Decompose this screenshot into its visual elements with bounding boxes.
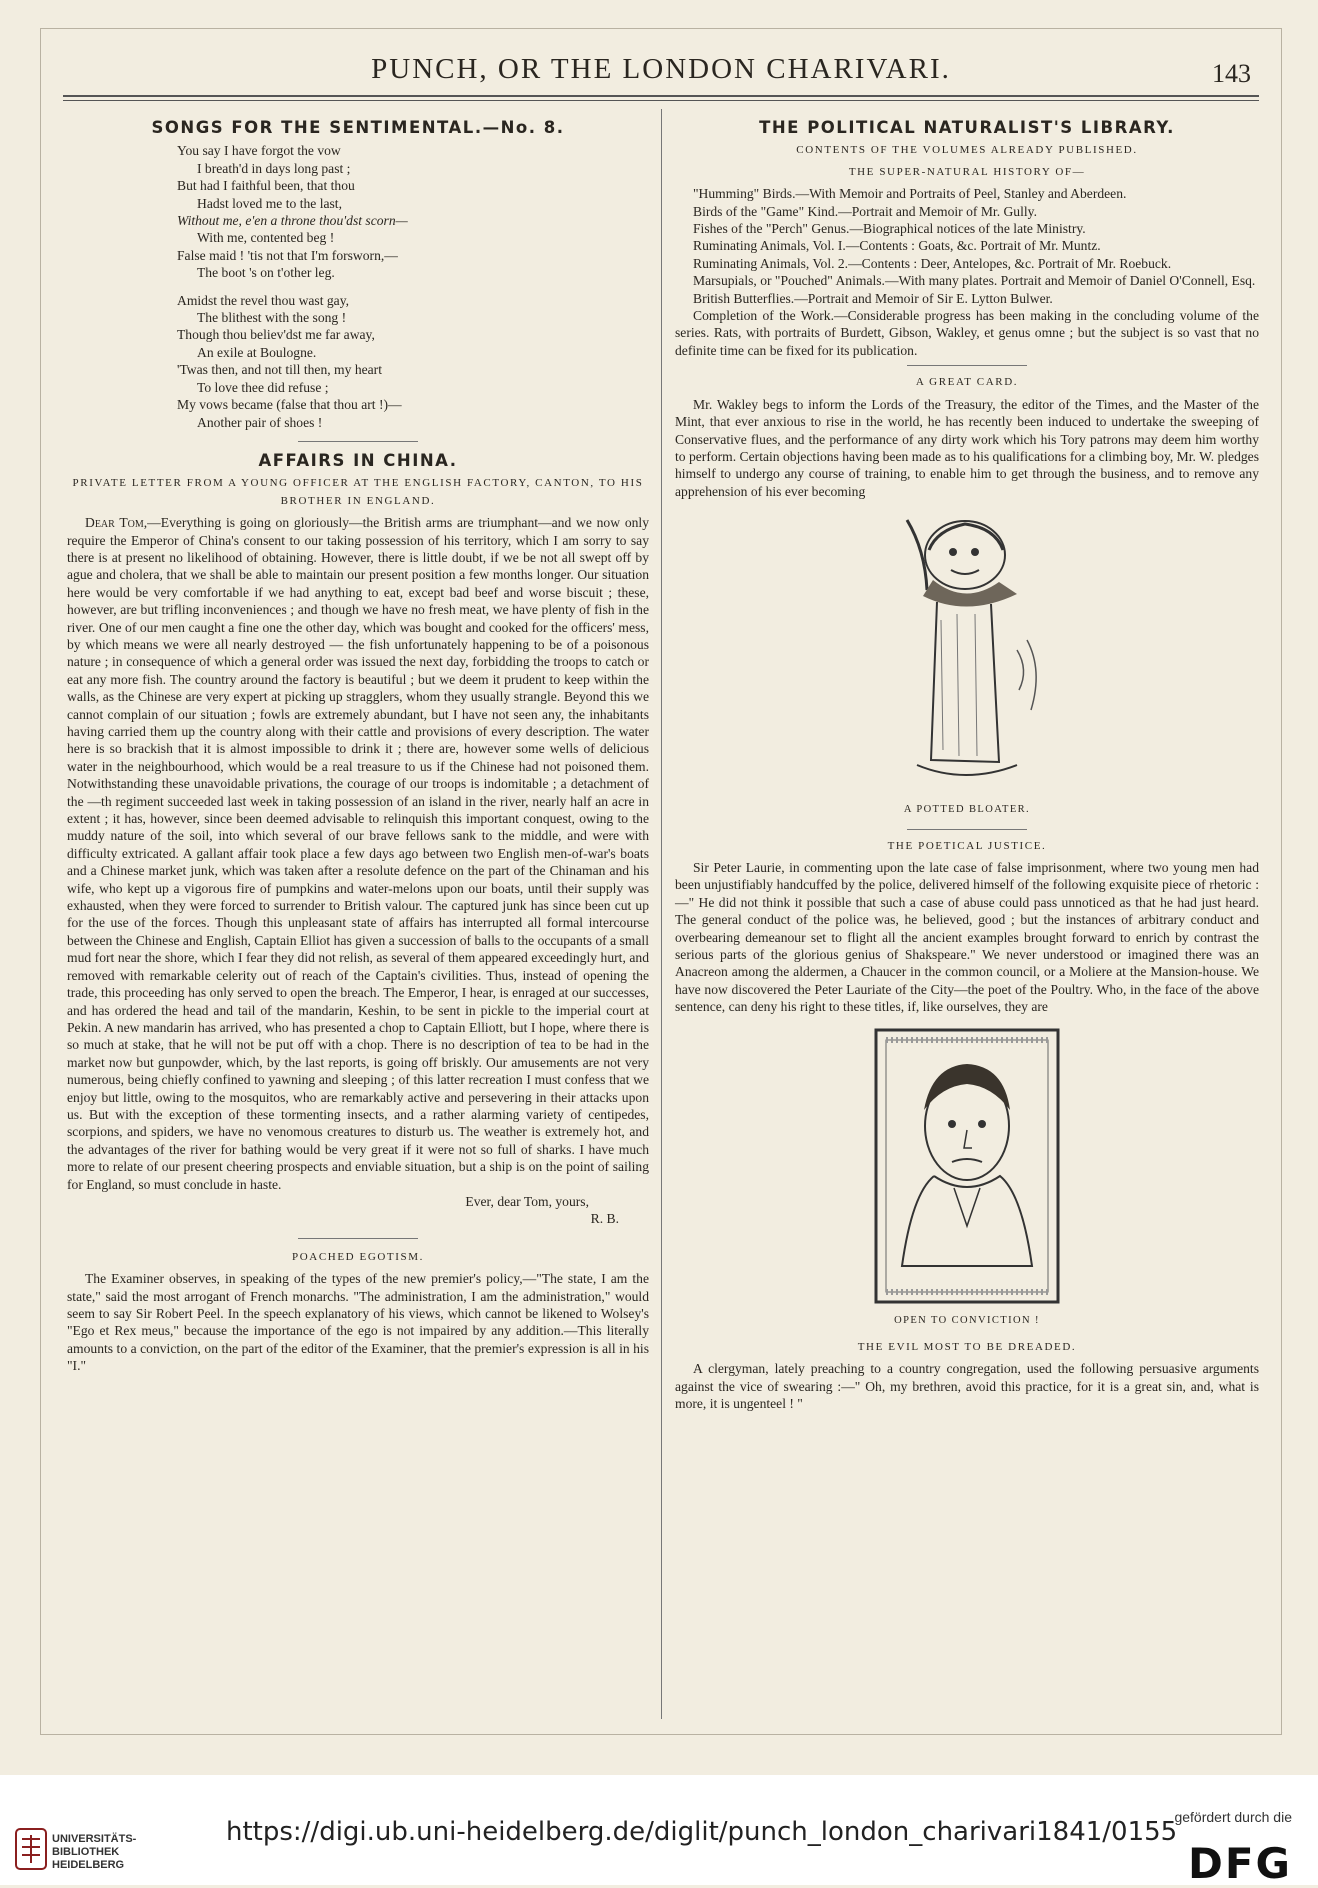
poem-line: The blithest with the song ! xyxy=(197,310,347,326)
china-signature: R. B. xyxy=(590,1211,619,1227)
funded-by-label: gefördert durch die xyxy=(1174,1809,1292,1825)
card-body: Mr. Wakley begs to inform the Lords of the Treasury, the editor of the Times, and the Master of the Mint, that ever anxious to rise in the world, he has recently been induced to undertake the sweeping of Conservative flues, and the performance of any dirty work which his Tory patrons may deem him worthy to perform. Certain objections having been made as to his qualifications for a climbing boy, Mr. W. pledges himself to undergo any course of training, to enable him to get through the business, and to remove any apprehension of his ever becoming xyxy=(675,396,1259,499)
right-column xyxy=(675,111,1259,1413)
left-column xyxy=(67,111,649,1375)
card-title: A GREAT CARD. xyxy=(915,376,1019,389)
naturalist-entry: Marsupials, or "Pouched" Animals.—With many plates. Portrait and Memoir of Daniel O'Connell, Esq. xyxy=(693,273,1256,289)
footer-bar xyxy=(0,1775,1318,1888)
naturalist-subtitle-2: THE SUPER-NATURAL HISTORY OF— xyxy=(848,165,1086,178)
header-rule xyxy=(63,95,1259,97)
header-rule-thin xyxy=(63,100,1259,101)
china-body: —Everything is going on gloriously—the British arms are triumphant—and we now only require the Emperor of China's consent to our taking possession of his territory, which I am sorry to say there is at present no likelihood of obtaining. However, there is little doubt, if we be not all swept off by ague and cholera, that we shall be able to maintain our present position a few months longer. Our situation here would be very comfortable if we had anything to eat, except bad beef and worse biscuit ; these, however, are but trifling inconveniences ; and though we have no fresh meat, we have plenty of fish in the river. One of our men caught a fine one the other day, which was bought and cooked for the officers' mess, by which means we were all nearly destroyed — the fish unfortunately happening to be of a poisonous nature ; in consequence of which a general order was issued the next day, forbidding the troops to catch or eat any more fish. The country around the factory is beautiful ; but we deem it prudent to keep within the walls, as the Chinese are very expert at picking up stragglers, whom they usually strangle. Beyond this we cannot complain of our situation ; fowls are extremely abundant, but I have not seen any, the inhabitants having carried them up the country along with their cattle and provisions of every description. The water here is so brackish that it is almost impossible to drink it ; there are, however some wells of delicious water in the neighbourhood, which would be a real treasure to us if the Chinese had not poisoned them. Notwithstanding these unavoidable privations, the courage of our troops is indomitable ; a detachment of the —th regiment succeeded last week in taking possession of an island in the river, nearly half an acre in extent ; it has, however, since been deemed advisable to relinquish this important conquest, owing to the muddy nature of the soil, into which several of our brave fellows sank to the middle, and were with difficulty extricated. A gallant affair took place a few days ago between two English men-of-war's boats and a Chinese market junk, which was taken after a resolute defence on the part of the Chinaman and his wife, who kept up a vigorous fire of pumpkins and water-melons upon our boats, until their supply was exhausted, when they were forced to surrender to British valour. The captured junk has since been cut up for the use of the forces. Though this unpleasant state of affairs has interrupted all formal intercourse between the Chinese and English, Captain Elliot has given a succession of balls to the occupants of a small mud fort near the shore, which I fear they did not relish, as several of them appeared exceedingly hurt, and removed with remarkable celerity out of reach of the Captain's civilities. Thus, instead of opening the trade, this proceeding has only served to open the breach. The Emperor, I hear, is enraged at our successes, and has ordered the head and tail of the mandarin, Keshin, to be sent in pickle to the imperial court at Pekin. A new mandarin has arrived, who has presented a chop to Captain Elliott, but I hope, where there is so much at stake, that he will not be put off with a chop. There is no description of tea to be had in the market now but gunpowder, which, by the last reports, is going off briskly. Our amusements are not very numerous, being chiefly confined to yawning and sleeping ; of this latter recreation I must confess that we enjoy but little, owing to the mosquitos, who are remarkably active and persevering in their attacks upon us. But with the exception of these tormenting insects, and a rather alarming variety of centipedes, scorpions, and spiders, we have no venomous creatures to disturb us. The weather is extremely hot, and the advantages of the river for bathing would be very great if it were not so full of sharks. I have much more to relate of our present cheering prospects and enviable situation, but a ship is on the point of sailing for England, so must conclude in haste. xyxy=(67,515,649,1192)
poem-line: But had I faithful been, that thou xyxy=(177,178,355,194)
portrait-illustration xyxy=(872,1026,1062,1306)
songs-poem xyxy=(177,142,649,431)
institution-name xyxy=(52,1833,136,1872)
conviction-caption: OPEN TO CONVICTION ! xyxy=(894,1314,1040,1326)
naturalist-entry: Fishes of the "Perch" Genus.—Biographical notices of the late Ministry. xyxy=(693,221,1086,237)
china-closing: Ever, dear Tom, yours, xyxy=(465,1193,589,1209)
egotism-body: The Examiner observes, in speaking of the types of the new premier's policy,—"The state, I am the state," said the most arrogant of French monarchs. "The administration, I am the administration," would seem to say Sir Robert Peel. In the speech explanatory of his views, which cannot be likened to Wolsey's "Ego et Rex meus," because the importance of the ego is not impaired by any addition.—This literally amounts to a conviction, on the part of the editor of the Examiner, that the premier's expression is all in his "I." xyxy=(67,1271,649,1374)
university-seal-icon xyxy=(14,1827,48,1871)
evil-title: THE EVIL MOST TO BE DREADED. xyxy=(857,1341,1077,1353)
newspaper-page xyxy=(40,28,1282,1735)
poem-line: The boot 's on t'other leg. xyxy=(197,265,335,281)
poem-line: Another pair of shoes ! xyxy=(197,414,323,430)
naturalist-entry: "Humming" Birds.—With Memoir and Portraits of Peel, Stanley and Aberdeen. xyxy=(693,186,1127,202)
section-rule xyxy=(907,829,1027,830)
china-letter xyxy=(67,514,649,1193)
poem-line: I breath'd in days long past ; xyxy=(197,160,351,176)
section-rule xyxy=(298,441,418,442)
source-url-link[interactable]: https://digi.ub.uni-heidelberg.de/diglit/punch_london_charivari1841/0155 xyxy=(226,1817,1178,1847)
poem-line: 'Twas then, and not till then, my heart xyxy=(177,362,382,378)
page-number: 143 xyxy=(1212,59,1251,88)
poem-line: An exile at Boulogne. xyxy=(197,344,317,360)
poem-line: With me, contented beg ! xyxy=(197,230,335,246)
masthead-title: PUNCH, OR THE LONDON CHARIVARI. xyxy=(371,53,951,85)
institution-line: BIBLIOTHEK xyxy=(52,1846,120,1858)
naturalist-subtitle: CONTENTS OF THE VOLUMES ALREADY PUBLISHED. xyxy=(796,144,1138,157)
naturalist-entry: Ruminating Animals, Vol. I.—Contents : Goats, &c. Portrait of Mr. Muntz. xyxy=(693,238,1101,254)
bloater-caption: A POTTED BLOATER. xyxy=(903,804,1031,816)
poem-line: My vows became (false that thou art !)— xyxy=(177,397,402,413)
poem-line: Without me, e'en a throne thou'dst scorn— xyxy=(177,213,408,229)
naturalist-entry: Birds of the "Game" Kind.—Portrait and Memoir of Mr. Gully. xyxy=(693,203,1037,219)
poem-line: You say I have forgot the vow xyxy=(177,143,341,159)
poem-line: Though thou believ'dst me far away, xyxy=(177,327,375,343)
dfg-logo: DFG xyxy=(1187,1839,1292,1888)
poem-line: False maid ! 'tis not that I'm forsworn,— xyxy=(177,247,398,263)
china-salutation: Dear Tom, xyxy=(85,515,148,531)
poem-line: Amidst the revel thou wast gay, xyxy=(177,292,350,308)
potted-bloater-illustration xyxy=(867,510,1067,795)
naturalist-entry: Completion of the Work.—Considerable progress has been making in the concluding volume of the series. Rats, with portraits of Burdett, Gibson, Wakley, et genus omne ; but the subject is so vast that no definite time can be fixed for its publication. xyxy=(675,308,1259,358)
naturalist-entry: British Butterflies.—Portrait and Memoir of Sir E. Lytton Bulwer. xyxy=(693,290,1053,306)
poem-line: Hadst loved me to the last, xyxy=(197,195,342,211)
egotism-title: POACHED EGOTISM. xyxy=(292,1250,424,1263)
china-title: AFFAIRS IN CHINA. xyxy=(258,450,458,470)
songs-title: SONGS FOR THE SENTIMENTAL.—No. 8. xyxy=(151,118,565,137)
poem-line: To love thee did refuse ; xyxy=(197,379,329,395)
section-rule xyxy=(298,1238,418,1239)
institution-line: HEIDELBERG xyxy=(52,1859,125,1871)
column-divider xyxy=(661,109,662,1719)
institution-line: UNIVERSITÄTS- xyxy=(52,1833,137,1845)
naturalist-title: THE POLITICAL NATURALIST'S LIBRARY. xyxy=(759,118,1175,137)
justice-title: THE POETICAL JUSTICE. xyxy=(887,839,1047,852)
evil-body: A clergyman, lately preaching to a country congregation, used the following persuasive arguments against the vice of swearing :—" Oh, my brethren, avoid this practice, for it is a great sin, and, what is more, it is ungenteel ! " xyxy=(675,1361,1259,1412)
section-rule xyxy=(907,365,1027,366)
naturalist-entry: Ruminating Animals, Vol. 2.—Contents : Deer, Antelopes, &c. Portrait of Mr. Roebuck. xyxy=(693,255,1172,271)
china-subtitle: PRIVATE LETTER FROM A YOUNG OFFICER AT THE ENGLISH FACTORY, CANTON, TO HIS BROTHER IN ENGLAND. xyxy=(72,477,644,507)
justice-body: Sir Peter Laurie, in commenting upon the late case of false imprisonment, where two young men had been unjustifiably handcuffed by the police, delivered himself of the following exquisite piece of rhetoric : —" He did not think it possible that such a case of abuse could pass unnoticed as that he had just heard. The general conduct of the police was, he believed, good ; but the instances of arbitrary conduct and overbearing demeanour set to flight all the ancient examples brought forward to enrich by contrast the serious parts of the glorious genius of Shakspeare." We never understood or imagined there was an Anacreon among the aldermen, a Chaucer in the common council, or a Moliere at the Mansion-house. We have now discovered the Peter Lauriate of the City—the poet of the Poultry. Who, in the face of the above sentence, can deny his right to these titles, if, like ourselves, they are xyxy=(675,859,1259,1015)
